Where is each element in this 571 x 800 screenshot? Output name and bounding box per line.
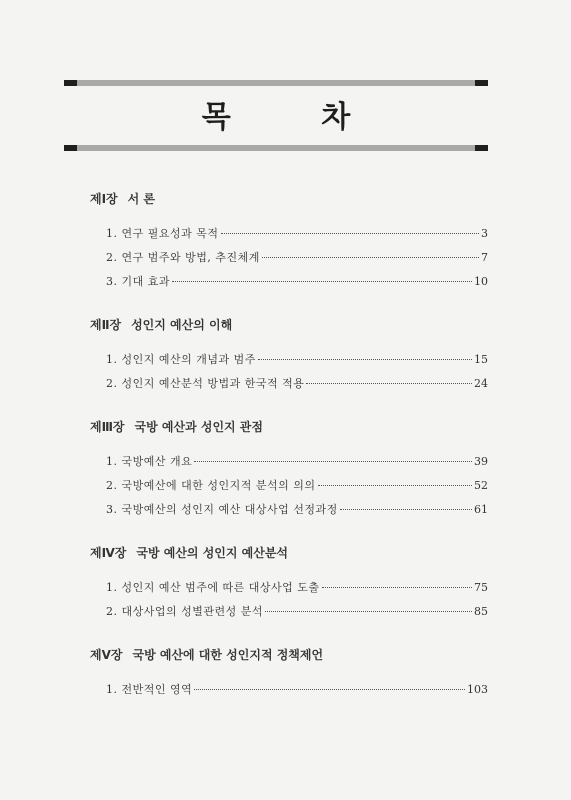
entry-label: 1. 국방예산 개요 [106, 455, 193, 468]
chapter-heading[interactable] [90, 418, 488, 436]
toc-entry[interactable] [106, 682, 488, 698]
chapter-title: 국방 예산에 대한 성인지적 정책제언 [132, 648, 324, 662]
rule-cap-right [475, 145, 488, 151]
dot-leader [265, 611, 472, 612]
chapter-title: 국방 예산의 성인지 예산분석 [136, 546, 289, 560]
rule-cap-left [64, 80, 77, 86]
rule-cap-left [64, 145, 77, 151]
entry-page: 85 [474, 605, 488, 618]
entry-page: 10 [474, 275, 488, 288]
entry-label: 1. 전반적인 영역 [106, 683, 193, 696]
entry-label: 2. 대상사업의 성별관련성 분석 [106, 605, 263, 618]
toc-entry[interactable] [106, 454, 488, 470]
chapter-heading[interactable] [90, 316, 488, 334]
entry-page: 15 [474, 353, 488, 366]
toc-entry[interactable] [106, 226, 488, 242]
entry-label: 3. 국방예산의 성인지 예산 대상사업 선정과정 [106, 503, 338, 516]
toc-entry[interactable] [106, 502, 488, 518]
chapter-2 [90, 316, 488, 392]
dot-leader [318, 485, 473, 486]
entry-label: 1. 성인지 예산 범주에 따른 대상사업 도출 [106, 581, 320, 594]
dot-leader [172, 281, 472, 282]
chapter-heading[interactable] [90, 190, 488, 208]
chapter-title: 국방 예산과 성인지 관점 [134, 420, 263, 434]
dot-leader [306, 383, 472, 384]
chapter-number: 제Ⅰ장 [90, 192, 118, 206]
chapter-number: 제Ⅴ장 [90, 648, 123, 662]
page-title: 목 차 [201, 100, 391, 135]
dot-leader [340, 509, 472, 510]
chapter-title: 성인지 예산의 이해 [131, 318, 233, 332]
chapter-title: 서 론 [127, 192, 156, 206]
entry-page: 3 [481, 227, 488, 240]
dot-leader [322, 587, 473, 588]
chapter-5 [90, 646, 488, 698]
top-rule [64, 80, 488, 86]
entry-label: 2. 성인지 예산분석 방법과 한국적 적용 [106, 377, 305, 390]
entry-page: 75 [474, 581, 488, 594]
chapter-heading[interactable] [90, 646, 488, 664]
toc-entry[interactable] [106, 352, 488, 368]
table-of-contents [90, 190, 488, 724]
rule-cap-right [475, 80, 488, 86]
toc-entry[interactable] [106, 580, 488, 596]
toc-entry[interactable] [106, 478, 488, 494]
chapter-number: 제Ⅲ장 [90, 420, 125, 434]
toc-entry[interactable] [106, 250, 488, 266]
toc-entry[interactable] [106, 274, 488, 290]
entry-label: 1. 연구 필요성과 목적 [106, 227, 219, 240]
toc-entry[interactable] [106, 604, 488, 620]
entry-page: 103 [467, 683, 488, 696]
entry-page: 24 [474, 377, 488, 390]
entry-label: 3. 기대 효과 [106, 275, 170, 288]
dot-leader [194, 689, 465, 690]
chapter-4 [90, 544, 488, 620]
entry-page: 39 [474, 455, 488, 468]
toc-entry[interactable] [106, 376, 488, 392]
dot-leader [258, 359, 472, 360]
entry-label: 2. 국방예산에 대한 성인지적 분석의 의의 [106, 479, 316, 492]
dot-leader [194, 461, 472, 462]
chapter-heading[interactable] [90, 544, 488, 562]
entry-page: 61 [474, 503, 488, 516]
chapter-number: 제Ⅳ장 [90, 546, 127, 560]
entry-page: 52 [474, 479, 488, 492]
bottom-rule [64, 145, 488, 151]
chapter-number: 제Ⅱ장 [90, 318, 122, 332]
entry-label: 1. 성인지 예산의 개념과 범주 [106, 353, 256, 366]
entry-label: 2. 연구 범주와 방법, 추진체계 [106, 251, 260, 264]
dot-leader [262, 257, 479, 258]
chapter-3 [90, 418, 488, 518]
dot-leader [221, 233, 480, 234]
chapter-1 [90, 190, 488, 290]
entry-page: 7 [481, 251, 488, 264]
